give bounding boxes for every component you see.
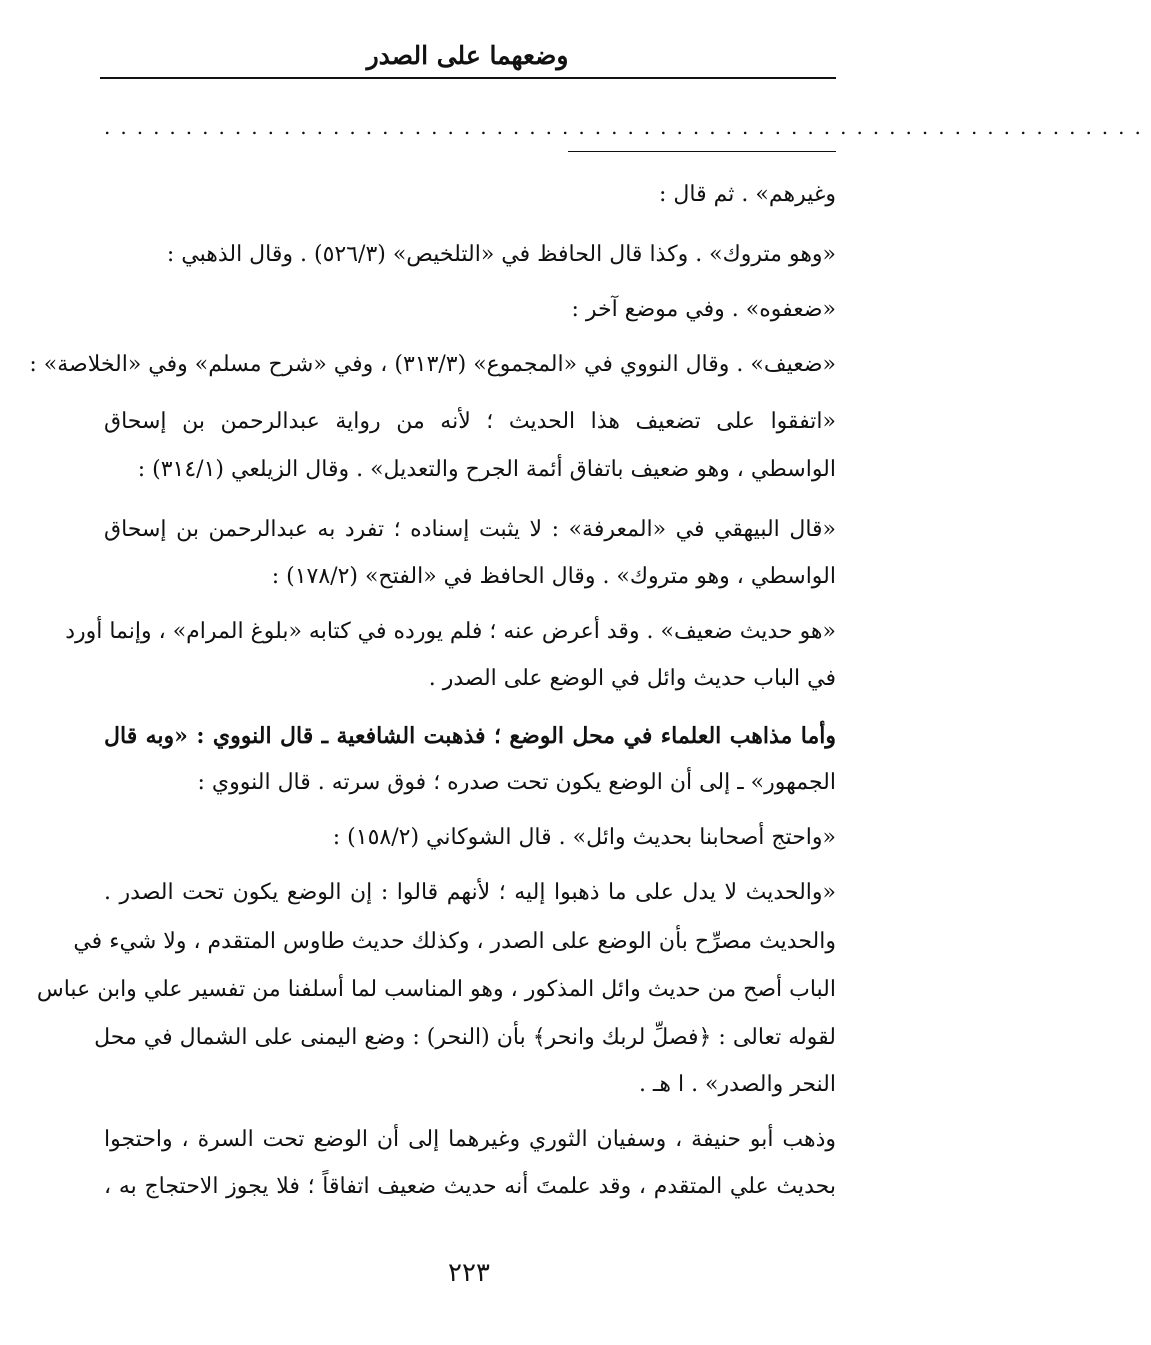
text-line: «والحديث لا يدل على ما ذهبوا إليه ؛ لأنهم قالوا : إن الوضع يكون تحت الصدر .: [104, 880, 836, 905]
text-line: وأما مذاهب العلماء في محل الوضع ؛ فذهبت الشافعية ـ قال النووي : «وبه قال: [104, 723, 836, 749]
page-number: ٢٢٣: [448, 1258, 490, 1288]
text-line: الواسطي ، وهو متروك» . وقال الحافظ في «الفتح» (١٧٨/٢) :: [271, 564, 836, 589]
text-line: «ضعفوه» . وفي موضع آخر :: [571, 297, 836, 322]
footnote-rule: [568, 151, 836, 152]
text-line: الباب أصح من حديث وائل المذكور ، وهو المناسب لما أسلفنا من تفسير علي وابن عباس: [36, 977, 836, 1002]
header-rule: [100, 77, 836, 79]
text-line: لقوله تعالى : ﴿فصلِّ لربك وانحر﴾ بأن (النحر) : وضع اليمنى على الشمال في محل: [94, 1025, 836, 1050]
text-line: بحديث علي المتقدم ، وقد علمتَ أنه حديث ضعيف اتفاقاً ؛ فلا يجوز الاحتجاج به ،: [104, 1174, 836, 1199]
running-header: وضعهما على الصدر: [366, 41, 569, 70]
text-line: في الباب حديث وائل في الوضع على الصدر .: [428, 666, 836, 691]
text-line: النحر والصدر» . ا هـ .: [638, 1072, 836, 1097]
text-line: «قال البيهقي في «المعرفة» : لا يثبت إسناده ؛ تفرد به عبدالرحمن بن إسحاق: [104, 517, 836, 542]
text-line: الواسطي ، وهو ضعيف باتفاق أئمة الجرح والتعديل» . وقال الزيلعي (٣١٤/١) :: [137, 457, 836, 482]
dotted-separator: ................................................................: [104, 115, 1151, 139]
text-line: «ضعيف» . وقال النووي في «المجموع» (٣١٣/٣) ، وفي «شرح مسلم» وفي «الخلاصة» :: [29, 352, 836, 377]
text-line: وغيرهم» . ثم قال :: [659, 182, 836, 207]
text-line: «هو حديث ضعيف» . وقد أعرض عنه ؛ فلم يورده في كتابه «بلوغ المرام» ، وإنما أورد: [65, 619, 836, 644]
text-line: والحديث مصرِّح بأن الوضع على الصدر ، وكذلك حديث طاوس المتقدم ، ولا شيء في: [73, 929, 836, 954]
text-line: الجمهور» ـ إلى أن الوضع يكون تحت صدره ؛ فوق سرته . قال النووي :: [197, 770, 836, 795]
text-line: «واحتج أصحابنا بحديث وائل» . قال الشوكاني (١٥٨/٢) :: [332, 825, 836, 850]
text-line: «وهو متروك» . وكذا قال الحافظ في «التلخيص» (٥٢٦/٣) . وقال الذهبي :: [166, 242, 836, 267]
text-line: وذهب أبو حنيفة ، وسفيان الثوري وغيرهما إلى أن الوضع تحت السرة ، واحتجوا: [104, 1127, 837, 1152]
text-line: «اتفقوا على تضعيف هذا الحديث ؛ لأنه من رواية عبدالرحمن بن إسحاق: [104, 409, 836, 434]
